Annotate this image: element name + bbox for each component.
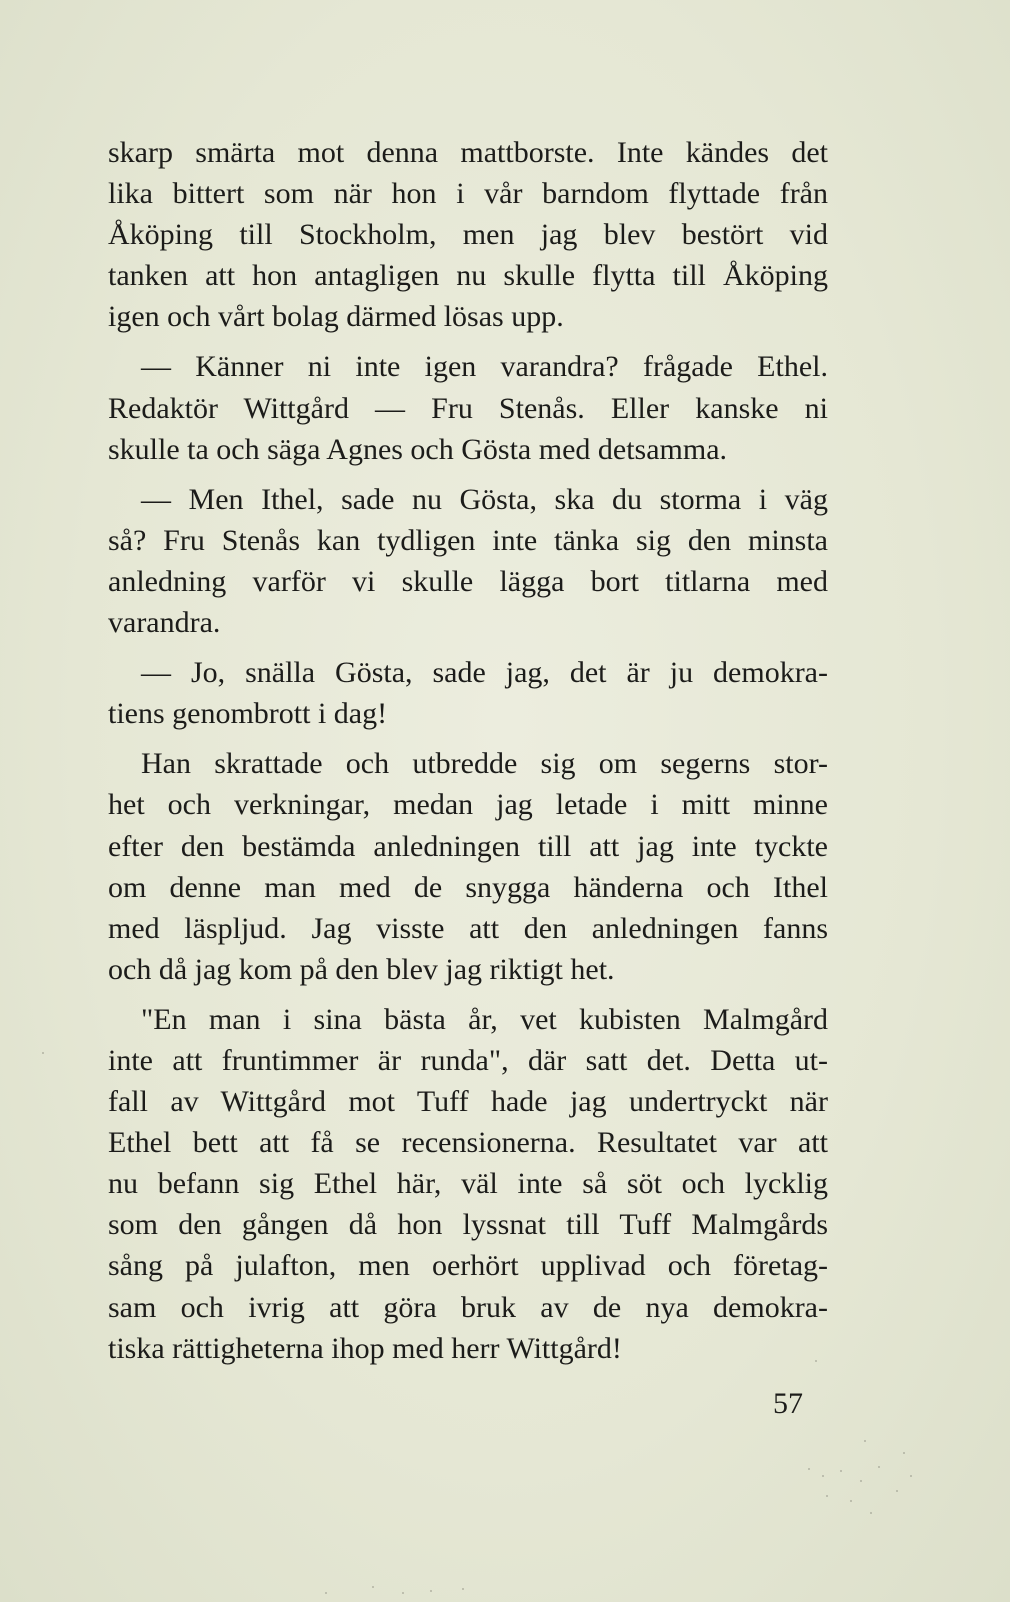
text-line: som den gången då hon lyssnat till Tuff Malmgårds <box>108 1208 828 1242</box>
text-line: om denne man med de snygga händerna och Ithel <box>108 870 828 904</box>
paragraph-gap <box>108 643 828 652</box>
paper-speck <box>42 1052 44 1054</box>
paragraph <box>108 999 828 1369</box>
paper-speck <box>860 1480 862 1482</box>
text-line: Han skrattade och utbredde sig om segerns stor- <box>141 747 828 781</box>
body-text <box>108 132 828 1369</box>
text-line: Redaktör Wittgård — Fru Stenås. Eller kanske ni <box>108 391 828 425</box>
paper-speck <box>815 1360 817 1362</box>
text-line: skarp smärta mot denna mattborste. Inte kändes det <box>108 136 828 169</box>
text-line: anledning varför vi skulle lägga bort titlarna med <box>108 564 828 598</box>
text-line: igen och vårt bolag därmed lösas upp. <box>108 300 564 334</box>
paper-speck <box>372 1586 374 1588</box>
paper-speck <box>808 1468 810 1470</box>
paper-speck <box>870 1512 872 1514</box>
text-line: Åköping till Stockholm, men jag blev bestört vid <box>108 218 828 252</box>
paragraph-gap <box>108 337 828 346</box>
text-line: sam och ivrig att göra bruk av de nya demokra- <box>108 1290 828 1324</box>
paragraph <box>108 132 828 337</box>
text-line: — Känner ni inte igen varandra? frågade Ethel. <box>141 350 828 384</box>
paper-speck <box>896 1490 898 1492</box>
text-line: "En man i sina bästa år, vet kubisten Malmgård <box>141 1002 828 1036</box>
paper-speck <box>826 1495 828 1497</box>
text-line: och då jag kom på den blev jag riktigt het. <box>108 952 615 986</box>
text-line: fall av Wittgård mot Tuff hade jag undertryckt när <box>108 1085 828 1119</box>
text-line: varandra. <box>108 606 221 640</box>
text-line: — Men Ithel, sade nu Gösta, ska du storma i väg <box>141 482 828 516</box>
paper-speck <box>903 1452 905 1454</box>
paragraph <box>108 479 828 643</box>
paper-speck <box>430 1590 432 1592</box>
paper-speck <box>840 1470 842 1472</box>
paragraph <box>108 652 828 734</box>
text-line: så? Fru Stenås kan tydligen inte tänka sig den minsta <box>108 523 828 557</box>
text-line: tiens genombrott i dag! <box>108 697 388 731</box>
paper-speck <box>462 1588 464 1590</box>
text-line: nu befann sig Ethel här, väl inte så söt och lycklig <box>108 1167 828 1201</box>
paragraph-gap <box>108 734 828 743</box>
text-line: Ethel bett att få se recensionerna. Resultatet var att <box>108 1126 828 1160</box>
text-line: tanken att hon antagligen nu skulle flytta till Åköping <box>108 259 828 293</box>
paper-speck <box>402 1592 404 1594</box>
text-line: efter den bestämda anledningen till att jag inte tyckte <box>108 829 828 863</box>
text-line: sång på julafton, men oerhört upplivad och företag- <box>108 1249 828 1283</box>
paragraph-gap <box>108 990 828 999</box>
paragraph <box>108 346 828 469</box>
text-line: med läspljud. Jag visste att den anledningen fanns <box>108 911 828 945</box>
paper-speck <box>910 1475 912 1477</box>
text-line: tiska rättigheterna ihop med herr Wittgård! <box>108 1331 622 1365</box>
text-line: — Jo, snälla Gösta, sade jag, det är ju demokra- <box>141 656 828 690</box>
page-number: 57 <box>773 1387 803 1420</box>
text-line: lika bittert som när hon i vår barndom flyttade från <box>108 177 828 211</box>
paper-speck <box>850 1500 852 1502</box>
paper-speck <box>864 1440 866 1442</box>
text-line: skulle ta och säga Agnes och Gösta med detsamma. <box>108 432 728 466</box>
paper-speck <box>325 1592 327 1594</box>
text-line: het och verkningar, medan jag letade i mitt minne <box>108 788 828 822</box>
paragraph <box>108 743 828 990</box>
paper-speck <box>822 1475 824 1477</box>
paragraph-gap <box>108 470 828 479</box>
text-line: inte att fruntimmer är runda", där satt det. Detta ut- <box>108 1043 828 1077</box>
paper-speck <box>878 1466 880 1468</box>
